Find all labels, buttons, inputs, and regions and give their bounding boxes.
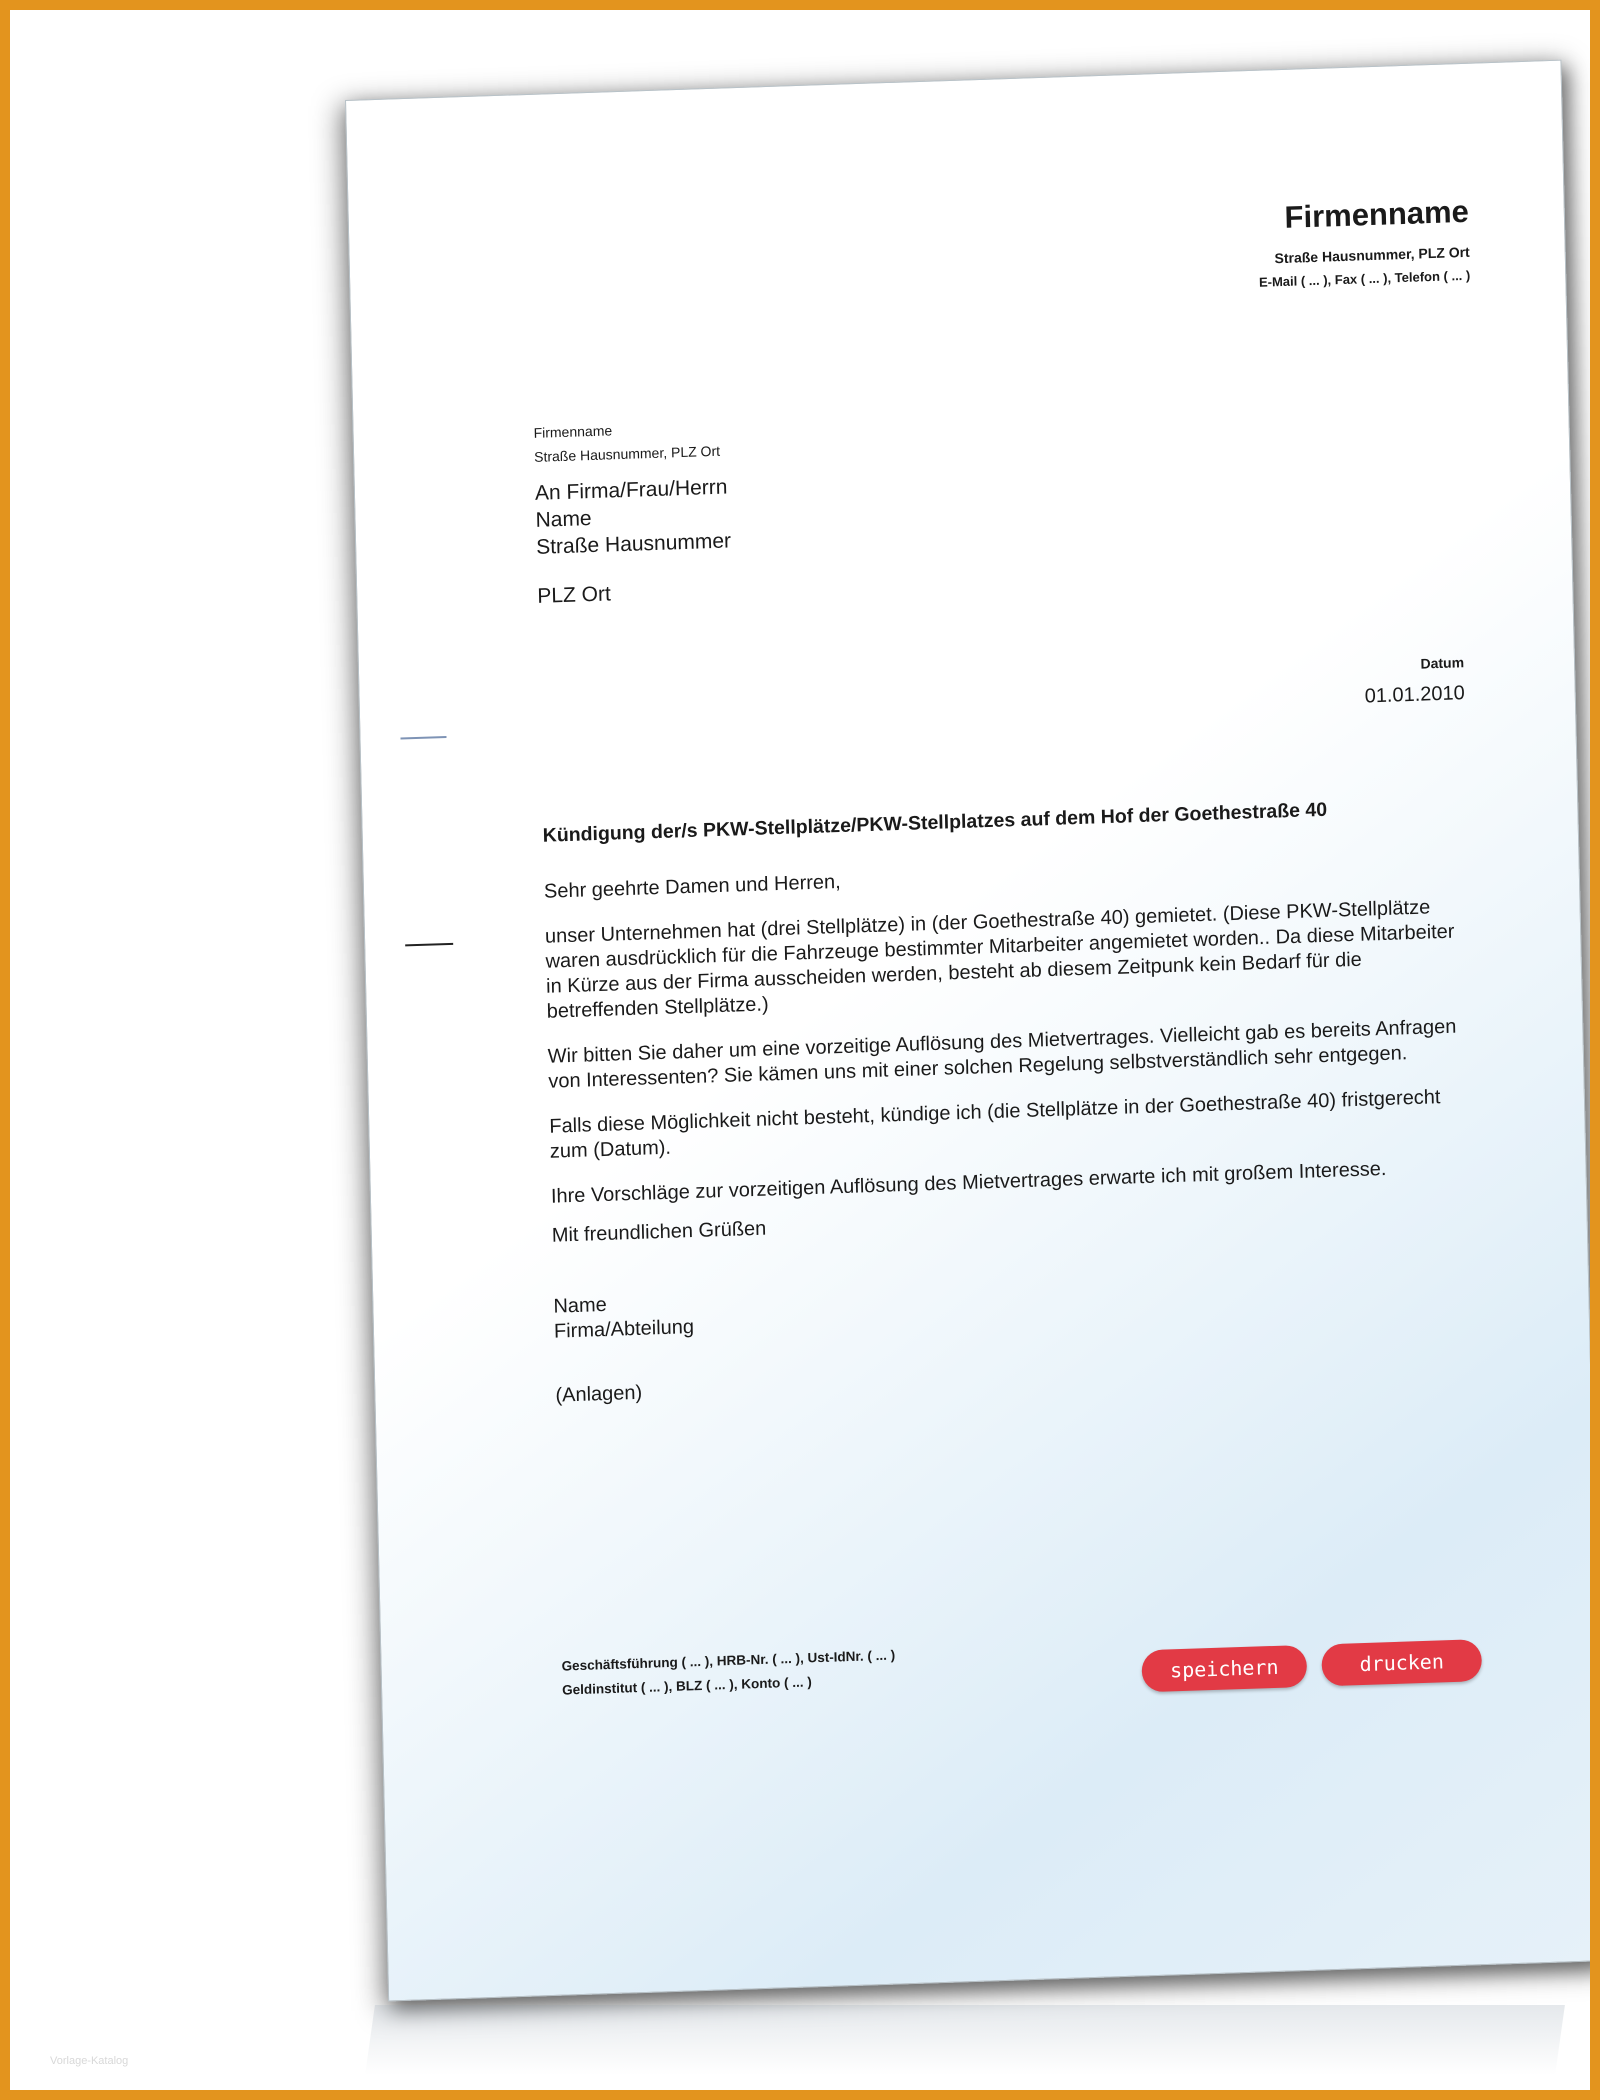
recipient-line-2: Name xyxy=(535,507,592,532)
body-paragraph-3: Falls diese Möglichkeit nicht besteht, kündige ich (die Stellplätze in der Goethestraße 40) fristgerecht zum (Datum). xyxy=(549,1086,1441,1163)
attachments-note: (Anlagen) xyxy=(555,1381,643,1407)
date-label: Datum xyxy=(1420,654,1465,672)
print-button[interactable]: drucken xyxy=(1321,1639,1482,1686)
punch-mark xyxy=(405,943,453,947)
save-button[interactable]: speichern xyxy=(1141,1645,1307,1692)
body-paragraph-4: Ihre Vorschläge zur vorzeitigen Auflösung des Mietvertrages erwarte ich mit großem Interesse. xyxy=(550,1158,1387,1208)
letterhead-company-name: Firmenname xyxy=(1284,193,1470,235)
sender-address: Straße Hausnummer, PLZ Ort xyxy=(533,442,721,465)
fold-mark xyxy=(400,736,446,740)
date-value: 01.01.2010 xyxy=(1364,682,1465,708)
letter-footer xyxy=(561,1644,896,1703)
signature-block xyxy=(553,1290,694,1345)
footer-line-2: Geldinstitut ( ... ), BLZ ( ... ), Konto ( ... ) xyxy=(561,1674,812,1698)
letter-body xyxy=(544,849,1471,1229)
letterhead-contact: E-Mail ( ... ), Fax ( ... ), Telefon ( ... ) xyxy=(1258,267,1471,290)
recipient-line-1: An Firma/Frau/Herrn xyxy=(534,475,728,505)
letter-page xyxy=(345,60,1600,2002)
closing: Mit freundlichen Grüßen xyxy=(551,1217,767,1247)
letter-subject: Kündigung der/s PKW-Stellplätze/PKW-Stellplatzes auf dem Hof der Goethestraße 40 xyxy=(542,798,1328,847)
recipient-line-4: PLZ Ort xyxy=(537,582,612,608)
footer-line-1: Geschäftsführung ( ... ), HRB-Nr. ( ... ), Ust-IdNr. ( ... ) xyxy=(561,1647,896,1674)
signature-name: Name xyxy=(553,1293,608,1318)
signature-department: Firma/Abteilung xyxy=(553,1316,695,1343)
body-paragraph-2: Wir bitten Sie daher um eine vorzeitige Auflösung des Mietvertrages. Vielleicht gab es bereits Anfragen von Interessenten? Sie kämen uns mit einer solchen Regelung selbstverständlich sehr entgegen. xyxy=(547,1015,1457,1093)
paper-reflection xyxy=(365,2005,1565,2075)
letterhead-address: Straße Hausnummer, PLZ Ort xyxy=(1274,243,1470,267)
salutation: Sehr geehrte Damen und Herren, xyxy=(543,870,841,903)
sender-name: Firmenname xyxy=(533,422,613,441)
watermark: Vorlage-Katalog xyxy=(50,2055,129,2067)
recipient-block xyxy=(535,473,733,609)
recipient-line-3: Straße Hausnummer xyxy=(535,529,732,559)
body-paragraph-1: unser Unternehmen hat (drei Stellplätze) in (der Goethestraße 40) gemietet. (Diese PKW-Stellplätze waren ausdrücklich für die Fahrzeuge bestimmter Mitarbeiter angemietet worden.. Da diese Mitarbeiter in Kürze aus der Firma ausscheiden werden, besteht ab diesem Zeitpunk kein Bedarf für die betreffenden Stellplätze.) xyxy=(544,896,1455,1023)
